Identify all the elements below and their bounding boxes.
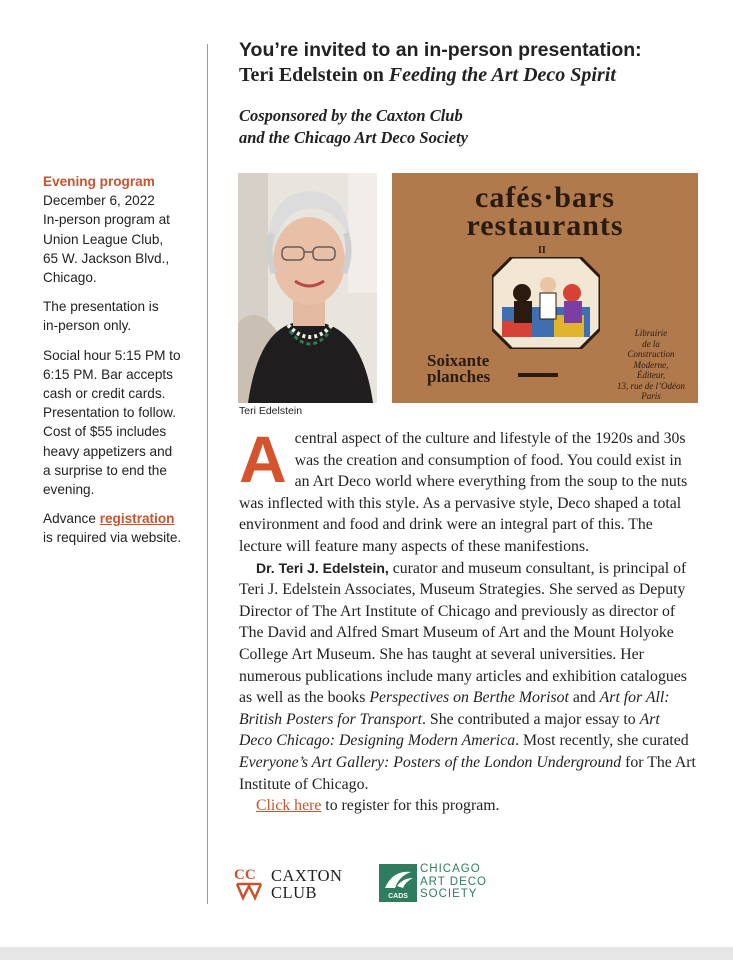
registration-link[interactable]: registration	[99, 511, 175, 527]
article-body	[239, 422, 697, 817]
cads-wordmark	[420, 863, 487, 901]
book-title: Art Deco Chicago: Designing Modern America	[239, 710, 660, 750]
social-line: Cost of $55 includes	[43, 424, 167, 440]
note-line: in-person only.	[43, 318, 132, 334]
exhibition-title: Everyone’s Art Gallery: Posters of the London Underground	[239, 753, 622, 771]
publisher-line: Librairie	[634, 328, 668, 338]
program-line: 65 W. Jackson Blvd.,	[43, 250, 170, 266]
social-line: evening.	[43, 482, 95, 498]
register-suffix: to register for this program.	[321, 797, 500, 815]
click-here-link[interactable]: Click here	[256, 797, 322, 815]
book-title: Perspectives on Berthe Morisot	[369, 689, 569, 707]
program-block	[43, 172, 198, 287]
social-line: 6:15 PM. Bar accepts	[43, 366, 173, 382]
bio-text: for The Art Institute of Chicago.	[239, 753, 696, 793]
cads-mark-icon	[379, 864, 417, 902]
cads-logo	[379, 862, 509, 904]
cover-subtitle	[427, 353, 490, 385]
cover-publisher	[606, 328, 696, 402]
caxton-line-2: CLUB	[271, 882, 318, 902]
caxton-mark-icon	[233, 864, 265, 902]
cosponsor-line	[239, 105, 719, 149]
speaker-portrait	[238, 173, 377, 403]
cover-title-line-2: restaurants	[466, 209, 624, 242]
program-line: Chicago.	[43, 270, 97, 286]
drop-cap: A	[239, 422, 287, 496]
cover-rule	[518, 373, 558, 377]
social-line: heavy appetizers and	[43, 443, 173, 459]
speaker-name: Dr. Teri J. Edelstein,	[256, 559, 389, 576]
cosponsor-line-2: and the Chicago Art Deco Society	[239, 128, 469, 147]
publisher-line: Construction	[627, 349, 675, 359]
register-line	[239, 795, 697, 817]
sidebar	[43, 172, 198, 558]
publisher-line: Éditeur,	[636, 370, 666, 380]
in-person-note	[43, 297, 198, 335]
cosponsor-line-1: Cosponsored by the Caxton Club	[239, 106, 463, 125]
talk-title-italic: Feeding the Art Deco Spirit	[388, 64, 616, 86]
note-line: The presentation is	[43, 299, 159, 315]
svg-text:CC: CC	[234, 867, 256, 883]
advance-suffix: is required via website.	[43, 530, 182, 546]
page-title	[239, 38, 719, 88]
bio-text: and	[568, 689, 600, 707]
talk-title	[239, 63, 719, 88]
social-line: Social hour 5:15 PM to	[43, 347, 181, 363]
social-hour-block	[43, 346, 198, 500]
program-line: December 6, 2022	[43, 193, 155, 209]
advance-prefix: Advance	[43, 511, 100, 527]
bio-paragraph	[239, 558, 697, 796]
publisher-line: de la	[642, 338, 660, 349]
book-title: Art for All: British Posters for Transport	[239, 689, 670, 728]
cads-line-2: ART DECO	[420, 875, 488, 888]
caxton-wordmark	[271, 868, 342, 901]
publisher-line: Paris	[641, 391, 661, 401]
sidebar-heading: Evening program	[43, 174, 155, 189]
cover-illustration	[492, 257, 600, 349]
cads-badge-text: CADS	[388, 893, 408, 900]
bio-text: . She contributed a major essay to	[422, 710, 640, 728]
invitation-line: You’re invited to an in-person presentation:	[239, 39, 642, 61]
cover-subtitle-2: planches	[427, 367, 491, 386]
speaker-prefix: Teri Edelstein on	[239, 64, 389, 86]
bottom-band	[0, 947, 733, 960]
book-cover-image	[392, 173, 698, 403]
registration-note	[43, 509, 198, 547]
cover-title-line-1: cafés·bars	[475, 181, 615, 214]
bio-text: . Most recently, she curated	[515, 732, 689, 750]
cads-line-3: SOCIETY	[420, 888, 478, 900]
publisher-line: Moderne,	[633, 359, 669, 370]
social-line: Presentation to follow.	[43, 405, 176, 421]
cover-volume: II	[538, 245, 546, 256]
caxton-line-1: CAXTON	[271, 866, 343, 885]
social-line: cash or credit cards.	[43, 386, 166, 402]
social-line: a surprise to end the	[43, 462, 167, 478]
bio-text: curator and museum consultant, is principal of Teri J. Edelstein Associates, Museum Strategies. She served as Deputy Director of The Art Institute of Chicago and previously as director of The David and Alfred Smart Museum of Art and the Mount Holyoke College Art Museum. She has taught at several universities. Her numerous publications include many articles and exhibition catalogues as well as the books	[239, 559, 687, 707]
caxton-club-logo	[233, 864, 363, 904]
portrait-caption: Teri Edelstein	[239, 405, 303, 417]
intro-paragraph	[239, 422, 697, 558]
portrait-illustration	[238, 173, 377, 403]
program-line: Union League Club,	[43, 231, 164, 247]
column-divider	[207, 44, 208, 904]
publisher-line: 13, rue de l’Odéon	[617, 380, 685, 391]
cover-subtitle-1: Soixante	[427, 351, 490, 370]
intro-text: central aspect of the culture and lifestyle of the 1920s and 30s was the creation and consumption of food. You could exist in an Art Deco world where everything from the soup to the nuts was inflected with this style. As a pervasive style, Deco shaped a total environment and food and drink were an integral part of this. The lecture will feature many aspects of these manifestions.	[239, 430, 688, 555]
cads-line-1: CHICAGO	[420, 863, 481, 875]
program-line: In-person program at	[43, 212, 170, 228]
